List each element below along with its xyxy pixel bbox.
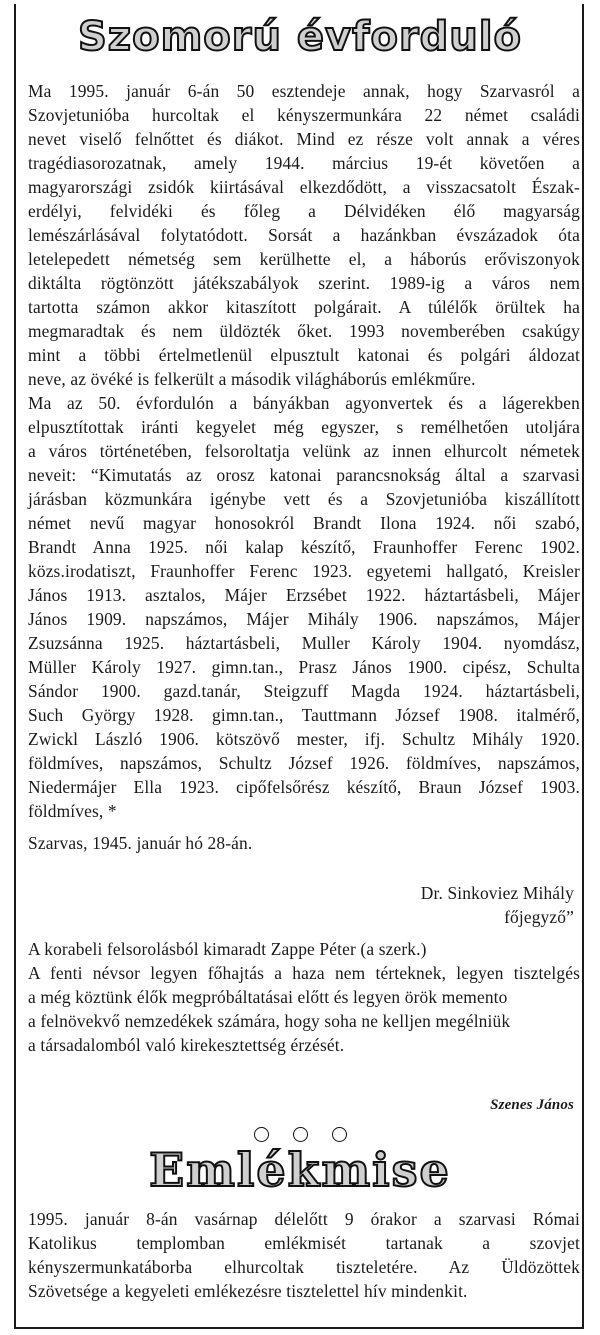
note-line: A fenti névsor legyen főhajtás a haza nem térteknek, legyen tisztelgés bbox=[28, 963, 580, 983]
note-line: a társadalomból való kirekesztettség érzését. bbox=[28, 1035, 345, 1055]
body-line: földmíves, * bbox=[28, 801, 117, 821]
notice-line: Szövetsége a kegyeleti emlékezésre tisztelettel hív mindenkit. bbox=[28, 1281, 468, 1301]
dateline: Szarvas, 1945. január hó 28-án. bbox=[28, 833, 253, 853]
note-line: A korabeli felsorolásból kimaradt Zappe Péter (a szerk.) bbox=[28, 939, 427, 959]
circle-ornament-icon bbox=[254, 1127, 269, 1142]
body-line: járásban közmunkára igénybe vett és a Szovjetunióba kiszállított bbox=[28, 489, 580, 509]
body-line: Zwickl László 1906. kötszövő mester, ifj. Schultz Mihály 1920. bbox=[28, 729, 580, 749]
notice-title: Emlékmise bbox=[149, 1143, 451, 1197]
body-line: János 1909. napszámos, Májer Mihály 1906. napszámos, Májer bbox=[28, 609, 580, 629]
notice-line: 1995. január 8-án vasárnap délelőtt 9 órakor a szarvasi Római bbox=[28, 1209, 580, 1229]
body-line: Such György 1928. gimn.tan., Tauttmann József 1908. italmérő, bbox=[28, 705, 580, 725]
body-line: nevet viselő felnőttet és diákot. Mind ez része volt annak a véres bbox=[28, 129, 580, 149]
notice-line: Katolikus templomban emlékmisét tartanak a szovjet bbox=[28, 1233, 580, 1253]
circle-ornament-icon bbox=[332, 1127, 347, 1142]
body-line: diktálta rögtönzött játékszabályok szerint. 1989-ig a város nem bbox=[28, 273, 580, 293]
notice-line: kényszermunkatáborba elhurcoltak tiszteletére. Az Üldözöttek bbox=[28, 1257, 580, 1277]
body-line: mint a többi értelmetlenül elpusztult katonai és polgári áldozat bbox=[28, 345, 580, 365]
body-line: erdélyi, felvidéki és főleg a Délvidéken élő magyarság bbox=[28, 201, 580, 221]
signature-name: Dr. Sinkoviez Mihály bbox=[420, 883, 574, 903]
body-line: tragédiasorozatnak, amely 1944. március 19-ét követően a bbox=[28, 153, 580, 173]
author-name: Szenes János bbox=[490, 1097, 574, 1113]
body-line: földmíves, napszámos, Schultz József 1926. földmíves, napszámos, bbox=[28, 753, 580, 773]
body-line: Szovjetunióba hurcoltak el kényszermunkára 22 német családi bbox=[28, 105, 580, 125]
body-line: János 1913. asztalos, Májer Erzsébet 1922. háztartásbeli, Májer bbox=[28, 585, 580, 605]
body-line: neve, az övéké is felkerült a második világháborús emlékműre. bbox=[28, 369, 476, 389]
body-line: neveit: “Kimutatás az orosz katonai parancsnokság által a szarvasi bbox=[28, 465, 580, 485]
body-line: a város történetében, felsoroltatja velünk az innen elhurcolt németek bbox=[28, 441, 580, 461]
body-line: megmaradtak és nem üldözték őket. 1993 novemberében csakúgy bbox=[28, 321, 580, 341]
body-line: Brandt Anna 1925. női kalap készítő, Fraunhoffer Ferenc 1902. bbox=[28, 537, 580, 557]
signature-title: főjegyző” bbox=[504, 907, 574, 927]
body-line: Ma az 50. évfordulón a bányákban agyonvertek és a lágerekben bbox=[28, 393, 580, 413]
body-line: Sándor 1900. gazd.tanár, Steigzuff Magda 1924. háztartásbeli, bbox=[28, 681, 580, 701]
body-line: Zsuzsánna 1925. háztartásbeli, Muller Károly 1904. nyomdász, bbox=[28, 633, 580, 653]
body-line: Niedermájer Ella 1923. cipőfelsőrész készítő, Braun József 1903. bbox=[28, 777, 580, 797]
article-title: Szomorú évforduló bbox=[78, 14, 522, 60]
body-line: közs.irodatiszt, Fraunhoffer Ferenc 1923. egyetemi hallgató, Kreisler bbox=[28, 561, 580, 581]
note-line: a még köztünk élők megpróbáltatásai előtt és legyen örök memento bbox=[28, 987, 508, 1007]
body-line: magyarországi zsidók kiirtásával elkezdődött, a visszacsatolt Észak- bbox=[28, 177, 580, 197]
body-line: német nevű magyar honosokról Brandt Ilona 1924. női szabó, bbox=[28, 513, 580, 533]
body-line: Ma 1995. január 6-án 50 esztendeje annak, hogy Szarvasról a bbox=[28, 81, 580, 101]
body-line: letelepedett németség sem kerülhette el, a háborús erőviszonyok bbox=[28, 249, 580, 269]
body-line: tartotta számon akkor kitaszított polgárait. A túlélők örültek ha bbox=[28, 297, 580, 317]
body-line: Müller Károly 1927. gimn.tan., Prasz János 1900. cipész, Schulta bbox=[28, 657, 580, 677]
circle-ornament-icon bbox=[293, 1127, 308, 1142]
body-line: lemészárlásával folytatódott. Sorsát a hazánkban évszázadok óta bbox=[28, 225, 580, 245]
body-line: elpusztítottak iránti kegyelet még egyszer, s remélhetően utoljára bbox=[28, 417, 580, 437]
note-line: a felnövekvő nemzedékek számára, hogy soha ne kelljen megélniük bbox=[28, 1011, 511, 1031]
